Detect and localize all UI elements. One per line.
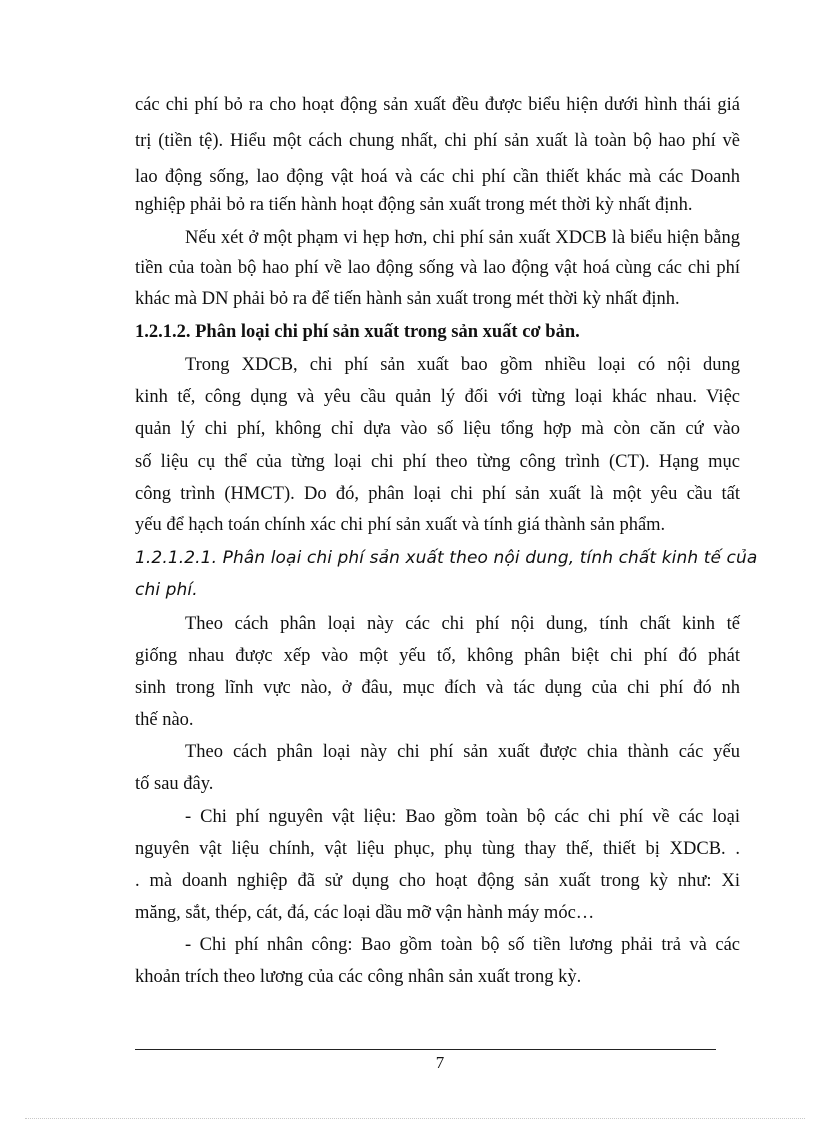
body-line: lao động sống, lao động vật hoá và các chi phí cần thiết khác mà các Doanh [135,167,740,187]
body-line: yếu để hạch toán chính xác chi phí sản xuất và tính giá thành sản phẩm. [135,515,666,535]
body-line: quản lý chi phí, không chỉ dựa vào số liệu tổng hợp mà còn căn cứ vào [135,419,740,439]
page-number: 7 [435,1053,445,1072]
body-line: Theo cách phân loại này chi phí sản xuất được chia thành các yếu [185,742,740,762]
subsection-heading: chi phí. [135,580,198,600]
body-line: măng, sắt, thép, cát, đá, các loại dầu mỡ vận hành máy móc… [135,903,595,923]
body-line: tố sau đây. [135,774,214,794]
body-line: Trong XDCB, chi phí sản xuất bao gồm nhiều loại có nội dung [185,355,740,375]
body-line: nguyên vật liệu chính, vật liệu phục, phụ tùng thay thế, thiết bị XDCB. . [135,839,740,859]
body-line: Nếu xét ở một phạm vi hẹp hơn, chi phí sản xuất XDCB là biểu hiện bằng [185,228,740,248]
section-heading: 1.2.1.2. Phân loại chi phí sản xuất trong sản xuất cơ bản. [135,322,580,342]
body-line: trị (tiền tệ). Hiểu một cách chung nhất, chi phí sản xuất là toàn bộ hao phí về [135,131,740,151]
body-line: . mà doanh nghiệp đã sử dụng cho hoạt động sản xuất trong kỳ như: Xi [135,871,740,891]
bullet-line: - Chi phí nhân công: Bao gồm toàn bộ số tiền lương phải trả và các [185,935,740,955]
body-line: sinh trong lĩnh vực nào, ở đâu, mục đích và tác dụng của chi phí đó nh [135,678,740,698]
body-line: số liệu cụ thể của từng loại chi phí theo từng công trình (CT). Hạng mục [135,452,740,472]
bullet-line: - Chi phí nguyên vật liệu: Bao gồm toàn bộ các chi phí về các loại [185,807,740,827]
body-line: giống nhau được xếp vào một yếu tố, không phân biệt chi phí đó phát [135,646,740,666]
page-edge-dotted-line [25,1118,805,1119]
body-line: thế nào. [135,710,194,730]
body-line: nghiệp phải bỏ ra tiến hành hoạt động sản xuất trong mét thời kỳ nhất định. [135,195,693,215]
body-line: các chi phí bỏ ra cho hoạt động sản xuất đều được biểu hiện dưới hình thái giá [135,95,740,115]
body-line: công trình (HMCT). Do đó, phân loại chi phí sản xuất là một yêu cầu tất [135,484,740,504]
body-line: khoản trích theo lương của các công nhân sản xuất trong kỳ. [135,967,582,987]
body-line: khác mà DN phải bỏ ra để tiến hành sản xuất trong mét thời kỳ nhất định. [135,289,680,309]
subsection-heading: 1.2.1.2.1. Phân loại chi phí sản xuất theo nội dung, tính chất kinh tế của [135,548,758,568]
footer-divider [135,1049,716,1050]
body-line: Theo cách phân loại này các chi phí nội dung, tính chất kinh tế [185,614,740,634]
body-line: tiền của toàn bộ hao phí về lao động sống và lao động vật hoá cùng các chi phí [135,258,740,278]
body-line: kinh tế, công dụng và yêu cầu quản lý đối với từng loại khác nhau. Việc [135,387,740,407]
